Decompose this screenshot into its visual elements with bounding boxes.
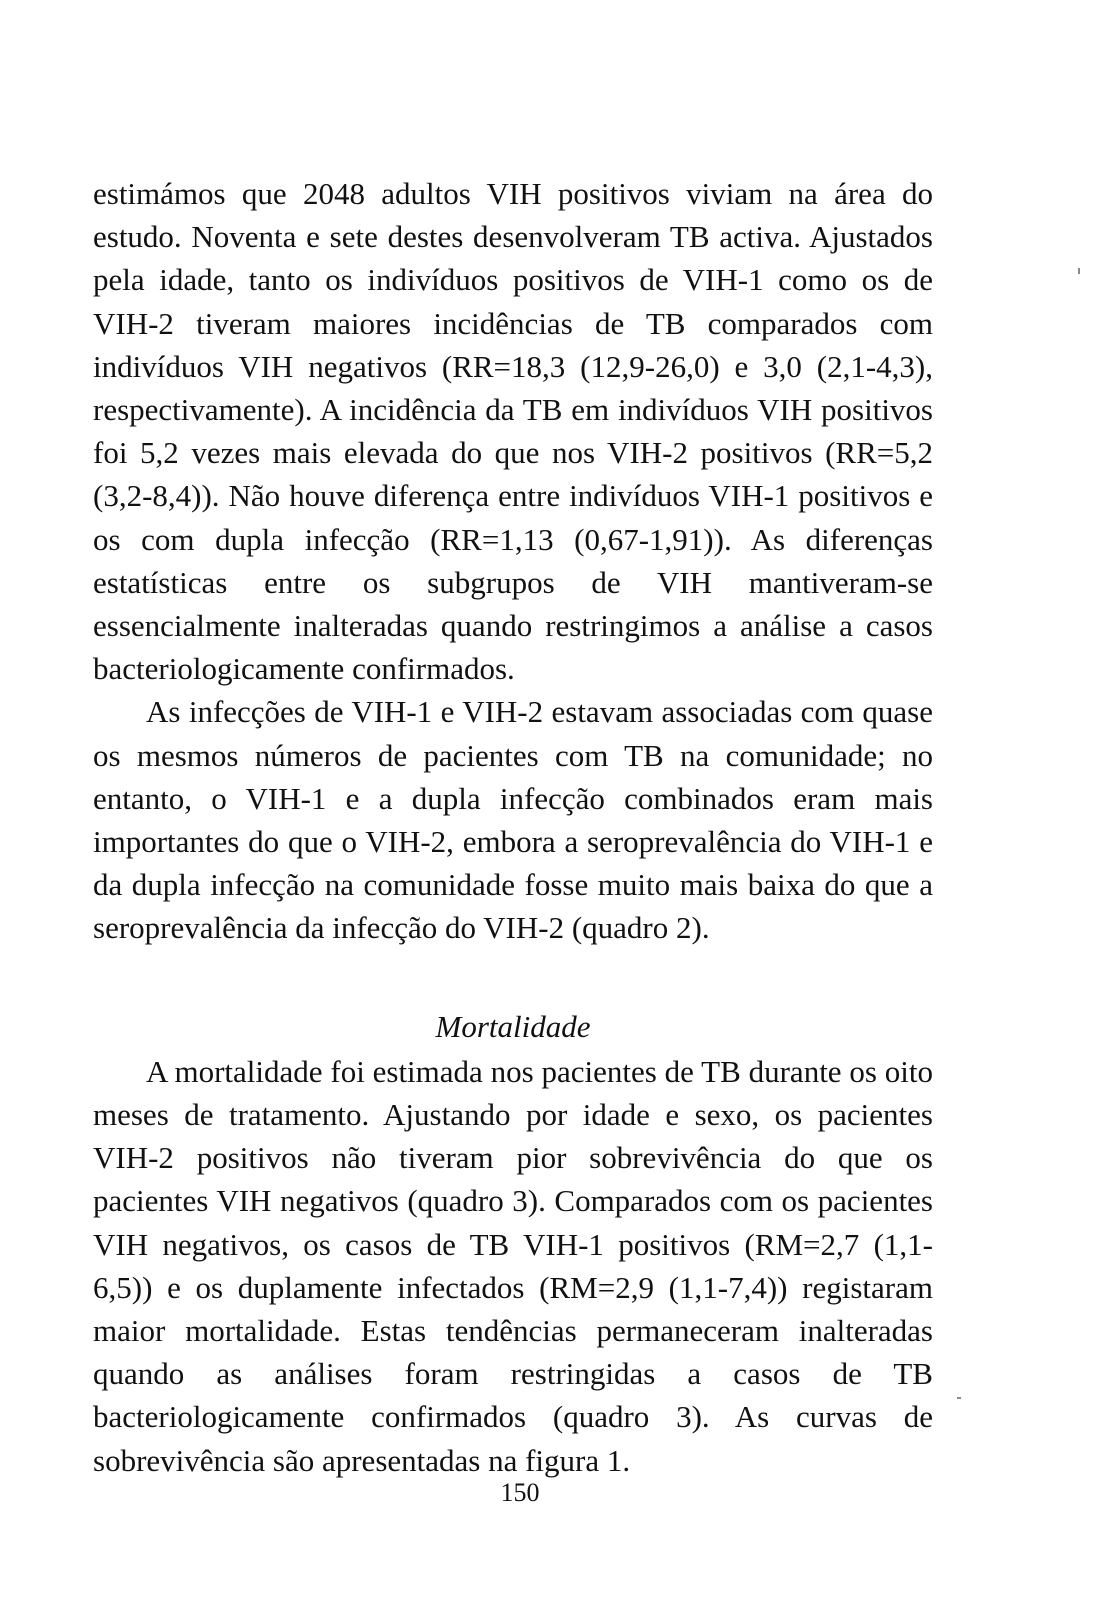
paragraph-mortality: A mortalidade foi estimada nos pacientes de TB durante os oito meses de tratamento. Ajustando por idade e sexo, os pacientes VIH-2 positivos não tiveram pior sobrevivência do que os pacientes VIH negativos (quadro 3). Comparados com os pacientes VIH negativos, os casos de TB VIH-1 positivos (RM=2,7 (1,1-6,5)) e os duplamente infectados (RM=2,9 (1,1-7,4)) registaram maior mortalidade. Estas tendências permaneceram inalteradas quando as análises foram restringidas a casos de TB bacteriologicamente confirmados (quadro 3). As curvas de sobrevivência são apresentadas na figura 1. xyxy=(93,1053,933,1478)
scan-speck xyxy=(1078,268,1080,274)
paragraph-incidence: estimámos que 2048 adultos VIH positivos viviam na área do estudo. Noventa e sete destes desenvolveram TB activa. Ajustados pela idade, tanto os indivíduos positivos de VIH-1 como os de VIH-2 tiveram maiores incidências de TB comparados com indivíduos VIH negativos (RR=18,3 (12,9-26,0) e 3,0 (2,1-4,3), respectivamente). A incidência da TB em indivíduos VIH positivos foi 5,2 vezes mais elevada do que nos VIH-2 positivos (RR=5,2 (3,2-8,4)). Não houve diferença entre indivíduos VIH-1 positivos e os com dupla infecção (RR=1,13 (0,67-1,91)). As diferenças estatísticas entre os subgrupos de VIH mantiveram-se essencialmente inalteradas quando restringimos a análise a casos bacteriologicamente confirmados. xyxy=(93,176,933,687)
page-number: 150 xyxy=(500,1478,540,1507)
body-text xyxy=(93,172,933,1482)
scan-speck xyxy=(957,1397,961,1399)
paragraph-infections: As infecções de VIH-1 e VIH-2 estavam associadas com quase os mesmos números de pacientes com TB na comunidade; no entanto, o VIH-1 e a dupla infecção combinados eram mais importantes do que o VIH-2, embora a seroprevalência do VIH-1 e da dupla infecção na comunidade fosse muito mais baixa do que a seroprevalência da infecção do VIH-2 (quadro 2). xyxy=(93,694,933,946)
section-heading-mortalidade: Mortalidade xyxy=(435,1008,591,1044)
